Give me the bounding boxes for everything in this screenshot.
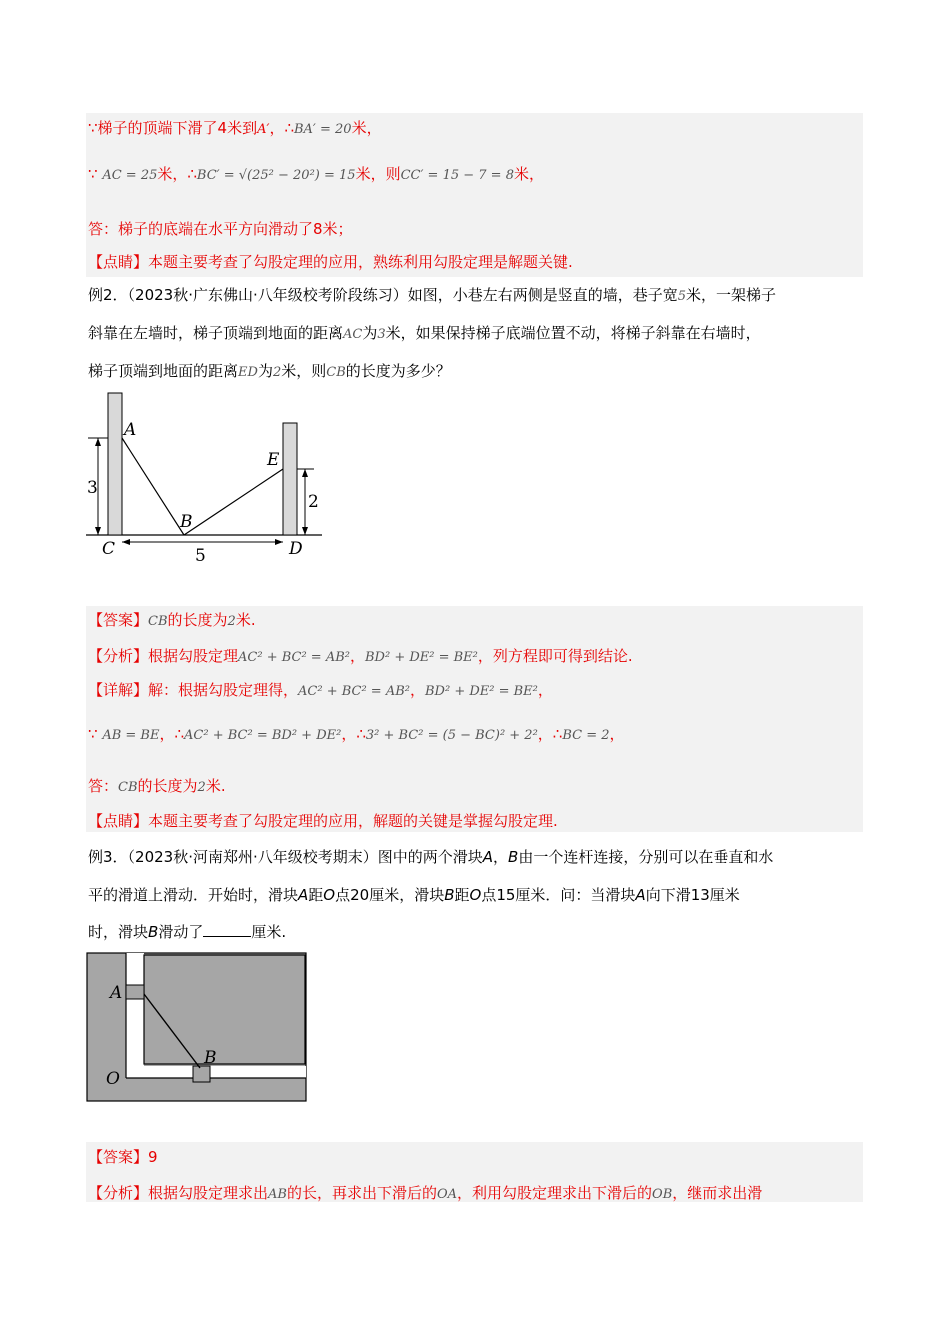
text: 时，滑块 xyxy=(88,923,149,941)
text: ，利用勾股定理求出下滑后的 xyxy=(457,1184,653,1202)
ex1-comment: 【点睛】本题主要考查了勾股定理的应用，熟练利用勾股定理是解题关键. xyxy=(88,253,573,271)
text: 【分析】根据勾股定理求出 xyxy=(88,1184,269,1202)
text: 为 xyxy=(362,324,378,342)
text: 米. xyxy=(205,777,226,795)
var: B xyxy=(444,886,455,904)
text: 例3．（2023秋·河南郑州·八年级校考期末）图中的两个滑块 xyxy=(88,848,483,866)
math: CB xyxy=(118,780,138,795)
ex2-question-line-3 xyxy=(88,361,860,383)
text: 由一个连杆连接，分别可以在垂直和水 xyxy=(518,848,774,866)
math: CC′ = 15 − 7 = 8 xyxy=(400,168,514,183)
vertical-slot xyxy=(126,953,144,1078)
ex3-analysis xyxy=(88,1183,860,1205)
math: AC² + BC² = AB² xyxy=(298,684,410,699)
arrow-head xyxy=(95,438,101,446)
math: BD² + DE² = BE² xyxy=(425,684,538,699)
arrow-head xyxy=(302,469,308,477)
text: ，∴ xyxy=(341,725,366,743)
label-right-height: 2 xyxy=(308,492,319,512)
text: 米， xyxy=(513,165,544,183)
math: A′ xyxy=(257,122,270,137)
text: 的长度为多少？ xyxy=(345,362,451,380)
ladder-left xyxy=(122,438,184,535)
right-wall xyxy=(283,423,297,535)
math: 5 xyxy=(677,289,687,304)
arrow-head xyxy=(302,527,308,535)
label-A: A xyxy=(124,420,137,440)
text: 米，则 xyxy=(355,165,401,183)
math: AC² + BC² = BD² + DE² xyxy=(184,728,342,743)
ex2-analysis xyxy=(88,646,860,668)
ex2-answer xyxy=(88,610,860,632)
text: ∵ xyxy=(88,725,98,743)
ex3-answer: 【答案】9 xyxy=(88,1148,158,1166)
math: CB xyxy=(148,614,168,629)
math: 2 xyxy=(227,614,236,629)
math: 3 xyxy=(377,327,386,342)
left-wall xyxy=(108,393,122,535)
math: BD² + DE² = BE² xyxy=(365,650,478,665)
math: AB xyxy=(268,1187,287,1202)
solution-block-2 xyxy=(86,606,863,832)
var: B xyxy=(508,848,519,866)
label-D: D xyxy=(289,539,303,559)
math: 2 xyxy=(272,365,282,380)
text: 米， xyxy=(351,119,382,137)
var: A xyxy=(298,886,309,904)
var: B xyxy=(148,923,159,941)
math: AC² + BC² = AB² xyxy=(238,650,350,665)
ladder-right xyxy=(184,469,283,535)
text: 【分析】根据勾股定理 xyxy=(88,647,239,665)
ex1-answer: 答：梯子的底端在水平方向滑动了8米； xyxy=(88,220,353,238)
math: AB = BE xyxy=(102,728,160,743)
text: 【详解】解：根据勾股定理得， xyxy=(88,681,299,699)
text: 为 xyxy=(257,362,273,380)
label-O: O xyxy=(106,1069,120,1089)
label-C: C xyxy=(102,539,116,559)
math: 3² + BC² = (5 − BC)² + 2² xyxy=(365,728,538,743)
text: 答： xyxy=(88,777,119,795)
text: 的长度为 xyxy=(167,611,228,629)
text: 例2．（2023秋·广东佛山·八年级校考阶段练习）如图，小巷左右两侧是竖直的墙，巷子宽 xyxy=(88,286,678,304)
text: 厘米. xyxy=(251,923,287,941)
label-width: 5 xyxy=(195,546,206,566)
text: 米，∴ xyxy=(157,165,197,183)
math: AC xyxy=(343,327,363,342)
slider-A xyxy=(126,985,144,999)
math: BC = 2 xyxy=(562,728,610,743)
ex2-steps xyxy=(88,724,860,746)
math: OB xyxy=(652,1187,673,1202)
label-left-height: 3 xyxy=(87,478,98,498)
math: CB xyxy=(326,365,346,380)
text: 的长，再求出下滑后的 xyxy=(286,1184,437,1202)
text: 【答案】 xyxy=(88,611,149,629)
var: A xyxy=(635,886,646,904)
text: 距 xyxy=(308,886,324,904)
text: 米. xyxy=(235,611,256,629)
text: 点20厘米，滑块 xyxy=(335,886,445,904)
ex3-question-line-2 xyxy=(88,885,860,905)
text: ，继而求出滑 xyxy=(672,1184,763,1202)
text: ， xyxy=(493,848,509,866)
label-B: B xyxy=(204,1048,217,1068)
text: ， xyxy=(609,725,625,743)
sliders-figure xyxy=(86,952,308,1104)
text: 米，则 xyxy=(281,362,327,380)
label-B: B xyxy=(180,512,193,532)
text: 点15厘米．问：当滑块 xyxy=(481,886,636,904)
text: 斜靠在左墙时，梯子顶端到地面的距离 xyxy=(88,324,344,342)
text: 米，一架梯子 xyxy=(686,286,777,304)
label-A: A xyxy=(110,983,123,1003)
ex2-final-answer xyxy=(88,776,860,798)
text: ，∴ xyxy=(159,725,185,743)
ex3-question-line-1 xyxy=(88,847,860,867)
text: 滑动了 xyxy=(158,923,204,941)
text: ， xyxy=(537,681,553,699)
text: 距 xyxy=(454,886,470,904)
text: ∵梯子的顶端下滑了4米到 xyxy=(88,119,258,137)
ex2-question-line-2 xyxy=(88,323,860,345)
arrow-head xyxy=(122,539,130,545)
math: OA xyxy=(436,1187,458,1202)
text: 的长度为 xyxy=(137,777,198,795)
ex2-question-line-1 xyxy=(88,285,860,307)
label-E: E xyxy=(267,450,280,470)
answer-blank xyxy=(203,922,251,937)
ex2-comment: 【点睛】本题主要考查了勾股定理的应用，解题的关键是掌握勾股定理. xyxy=(88,812,558,830)
slider-B xyxy=(193,1066,210,1082)
math: BA′ = 20 xyxy=(293,122,352,137)
inner-block xyxy=(144,955,305,1064)
arrow-head xyxy=(95,527,101,535)
ex1-step-line-2 xyxy=(88,164,860,186)
text: ，列方程即可得到结论. xyxy=(477,647,633,665)
ex2-detail xyxy=(88,680,860,702)
var: O xyxy=(323,886,336,904)
math: 2 xyxy=(197,780,206,795)
var: O xyxy=(469,886,482,904)
ex3-question-line-3 xyxy=(88,922,860,942)
math: AC = 25 xyxy=(102,168,158,183)
ladder-alley-figure xyxy=(86,390,326,570)
text: ，∴ xyxy=(537,725,563,743)
text: 平的滑道上滑动．开始时，滑块 xyxy=(88,886,299,904)
text: ∵ xyxy=(88,165,98,183)
ex1-step-line-1 xyxy=(88,118,860,140)
arrow-head xyxy=(275,539,283,545)
math: BC′ = √(25² − 20²) = 15 xyxy=(196,168,356,183)
var: A xyxy=(482,848,494,866)
text: 向下滑13厘米 xyxy=(645,886,740,904)
text: 梯子顶端到地面的距离 xyxy=(88,362,239,380)
math: ED xyxy=(238,365,258,380)
text: ， xyxy=(349,647,365,665)
text: 米，如果保持梯子底端位置不动，将梯子斜靠在右墙时， xyxy=(385,324,761,342)
text: ， xyxy=(409,681,425,699)
text: ，∴ xyxy=(269,119,294,137)
